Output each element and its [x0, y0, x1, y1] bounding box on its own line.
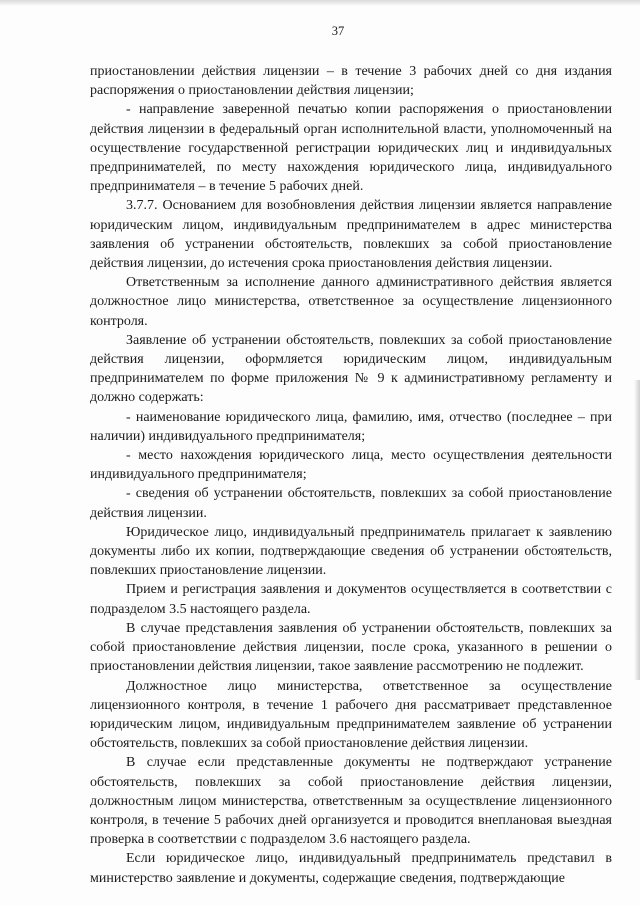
- paragraph: Прием и регистрация заявления и документов осуществляется в соответствии с подразделом 3.5 настоящего раздела.: [90, 582, 612, 617]
- paragraph: приостановлении действия лицензии – в течение 3 рабочих дней со дня издания распоряжения о приостановлении действия лицензии;: [90, 64, 612, 99]
- paragraph: В случае если представленные документы не подтверждают устранение обстоятельств, повлекших за собой приостановление действия лицензии, должностным лицом министерства, ответственным за осуществление лицензионного контроля, в течение 5 рабочих дней организуется и проводится внеплановая выездная проверка в соответствии с подразделом 3.6 настоящего раздела.: [90, 755, 612, 848]
- paragraph: В случае представления заявления об устранении обстоятельств, повлекших за собой приостановление действия лицензии, после срока, указанного в решении о приостановлении действия лицензии, такое заявление рассмотрению не подлежит.: [90, 620, 612, 675]
- scan-top-edge: [0, 0, 640, 6]
- paragraph: Заявление об устранении обстоятельств, повлекших за собой приостановление действия лицензии, оформляется юридическим лицом, индивидуальным предпринимателем по форме приложения № 9 к административному регламенту и должно содержать:: [90, 332, 612, 406]
- document-body: [90, 62, 612, 888]
- paragraph: Ответственным за исполнение данного административного действия является должностное лицо министерства, ответственное за осуществление лицензионного контроля.: [90, 275, 612, 329]
- paragraph: Должностное лицо министерства, ответственное за осуществление лицензионного контроля, в течение 1 рабочего дня рассматривает представленное юридическим лицом, индивидуальным предпринимателем заявление об устранении обстоятельств, повлекших за собой приостановление действия лицензии.: [90, 678, 612, 752]
- paragraph: - направление заверенной печатью копии распоряжения о приостановлении действия лицензии в федеральный орган исполнительной власти, уполномоченный на осуществление государственной регистрации юридических лиц и индивидуальных предпринимателей, по месту нахождения юридического лица, индивидуального предпринимателя – в течение 5 рабочих дней.: [90, 102, 612, 195]
- scan-right-edge: [634, 380, 640, 680]
- paragraph: Если юридическое лицо, индивидуальный предприниматель представил в министерство заявление и документы, содержащие сведения, подтверждающие: [90, 851, 612, 886]
- paragraph: - место нахождения юридического лица, место осуществления деятельности индивидуального предпринимателя;: [90, 448, 612, 483]
- paragraph: Юридическое лицо, индивидуальный предприниматель прилагает к заявлению документы либо их копии, подтверждающие сведения об устранении обстоятельств, повлекших приостановление лицензии.: [90, 524, 612, 579]
- paragraph: - сведения об устранении обстоятельств, повлекших за собой приостановление действия лицензии.: [90, 486, 612, 521]
- paragraph: 3.7.7. Основанием для возобновления действия лицензии является направление юридическим лицом, индивидуальным предпринимателем в адрес министерства заявления об устранении обстоятельств, повлекших за собой приостановление действия лицензии, до истечения срока приостановления действия лицензии.: [90, 198, 612, 272]
- page-number: 37: [331, 24, 345, 38]
- paragraph: - наименование юридического лица, фамилию, имя, отчество (последнее – при наличии) индивидуального предпринимателя;: [90, 409, 612, 444]
